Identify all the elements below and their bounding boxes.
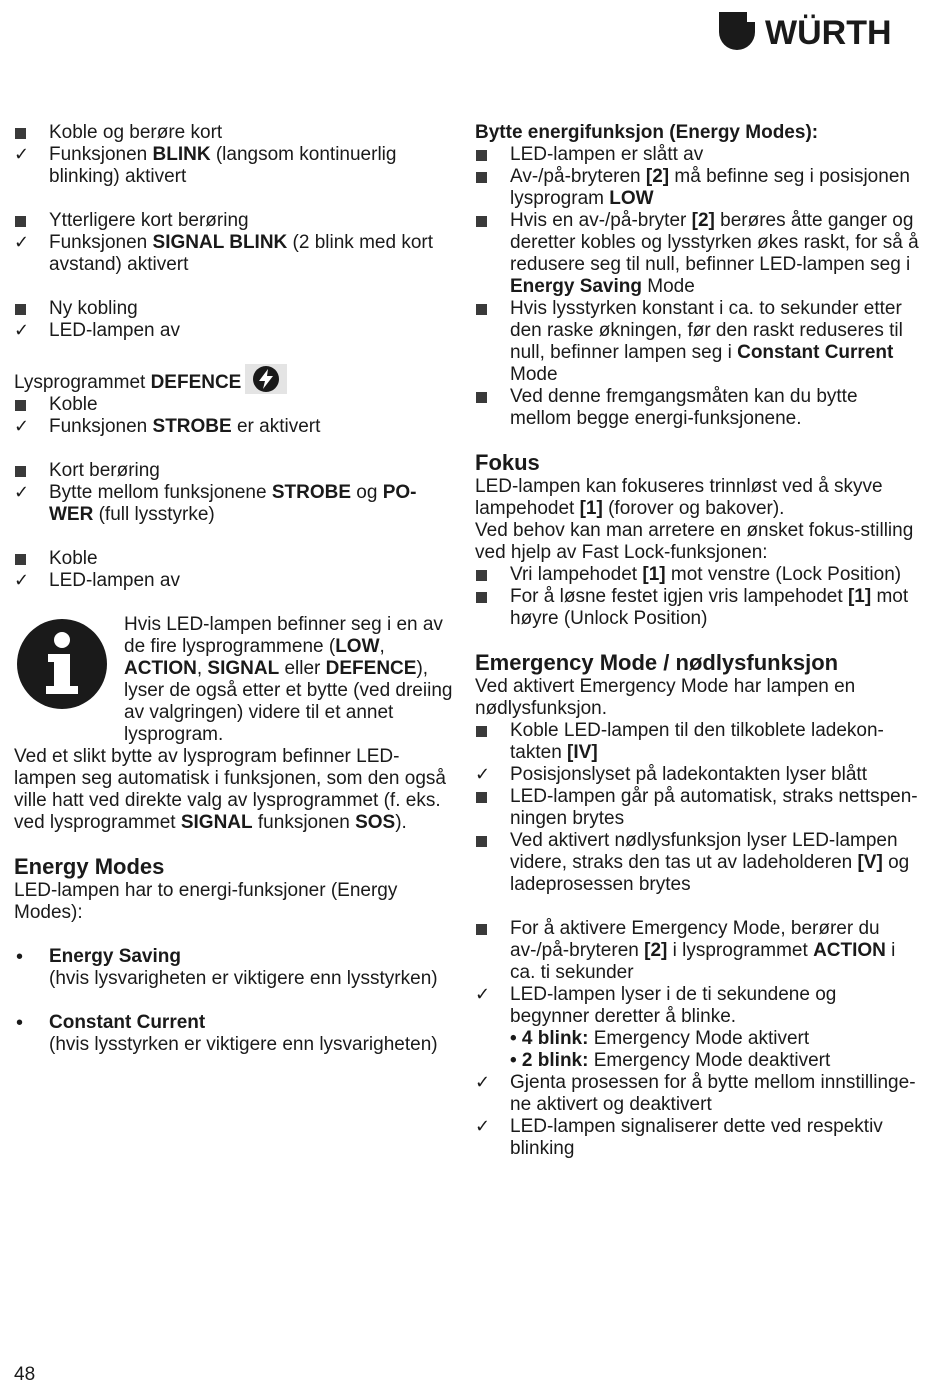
emergency-mode-heading: Emergency Mode / nødlysfunksjon	[475, 650, 839, 675]
list-item: ✓ Gjenta prosessen for å bytte mellom innstillinge-ne aktivert og deaktivert	[475, 1072, 916, 1115]
checkmark-icon: ✓	[14, 144, 30, 165]
list-item: Koble	[49, 548, 98, 569]
list-item: LED-lampen går på automatisk, straks nettspen-ningen brytes	[510, 786, 918, 829]
list-item: ✓ Funksjonen STROBE er aktivert	[14, 416, 321, 437]
lightning-bolt-icon	[245, 364, 287, 394]
fokus-lock-paragraph: Ved behov kan man arretere en ønsket fokus-stilling ved hjelp av Fast Lock-funksjonen:	[475, 520, 914, 563]
bytte-heading: Bytte energifunksjon (Energy Modes):	[475, 122, 819, 143]
checkmark-icon: ✓	[475, 1072, 491, 1093]
list-item: ✓ LED-lampen lyser i de ti sekundene og begynner deretter å blinke. • 4 blink: Emergency Mode aktivert • 2 blink: Emergency Mode deaktivert	[475, 984, 837, 1071]
round-bullet-icon: •	[16, 1012, 24, 1034]
page-number: 48	[14, 1364, 36, 1385]
list-item: Av-/på-bryteren [2] må befinne seg i posisjonen lysprogram LOW	[510, 166, 910, 209]
checkmark-icon: ✓	[475, 764, 491, 785]
energy-modes-heading: Energy Modes	[14, 854, 165, 879]
list-item: Koble og berøre kort	[49, 122, 223, 143]
brand-text: WÜRTH	[765, 14, 892, 52]
list-item: For å løsne festet igjen vris lampehodet [1] mot høyre (Unlock Position)	[510, 586, 909, 629]
list-item: ✓ Bytte mellom funksjonene STROBE og PO-WER (full lysstyrke)	[14, 482, 417, 525]
list-item: ✓ LED-lampen signaliserer dette ved respektiv blinking	[475, 1116, 883, 1159]
list-item: Hvis en av-/på-bryter [2] berøres åtte ganger og deretter kobles og lysstyrken økes raskt, for så å redusere seg til null, befinner LED-lampen seg i Energy Saving Mode	[510, 210, 919, 297]
defence-program-label: Lysprogrammet DEFENCE	[14, 364, 454, 394]
fokus-heading: Fokus	[475, 450, 540, 475]
info-note: Hvis LED-lampen befinner seg i en av de fire lysprogrammene (LOW, ACTION, SIGNAL eller DEFENCE), lyser de også etter et bytte (ved dreiing av valgringen) videre til et annet lysprogram.	[14, 614, 454, 746]
list-item: Koble LED-lampen til den tilkoblete ladekon-takten [IV]	[510, 720, 884, 763]
checkmark-icon: ✓	[14, 232, 30, 253]
list-item: ✓ Posisjonslyset på ladekontakten lyser blått	[475, 764, 867, 785]
checkmark-icon: ✓	[475, 1116, 491, 1137]
program-switch-paragraph: Ved et slikt bytte av lysprogram befinner LED-lampen seg automatisk i funksjonen, som den også ville hatt ved direkte valg av lysprogrammet (f. eks. ved lysprogrammet SIGNAL funksjonen SOS).	[14, 746, 446, 833]
list-item: ✓ Funksjonen SIGNAL BLINK (2 blink med kort avstand) aktivert	[14, 232, 434, 275]
right-column	[475, 122, 920, 1160]
checkmark-icon: ✓	[475, 984, 491, 1005]
emergency-mode-intro: Ved aktivert Emergency Mode har lampen en nødlysfunksjon.	[475, 676, 856, 719]
list-item: Koble	[49, 394, 98, 415]
checkmark-icon: ✓	[14, 416, 30, 437]
list-item: ✓ Funksjonen BLINK (langsom kontinuerlig blinking) aktivert	[14, 144, 397, 187]
list-item: • Constant Current (hvis lysstyrken er viktigere enn lysvarigheten)	[16, 1012, 438, 1055]
energy-modes-intro: LED-lampen har to energi-funksjoner (Energy Modes):	[14, 880, 398, 923]
left-column	[14, 122, 454, 1056]
list-item: • Energy Saving (hvis lysvarigheten er viktigere enn lysstyrken)	[16, 946, 438, 989]
list-item: LED-lampen er slått av	[510, 144, 704, 165]
checkmark-icon: ✓	[14, 570, 30, 591]
list-item: Hvis lysstyrken konstant i ca. to sekunder etter den raske økningen, før den raskt reduseres til null, befinner lampen seg i Constant Current Mode	[510, 298, 903, 385]
list-item: Ny kobling	[49, 298, 138, 319]
round-bullet-icon: •	[16, 946, 24, 968]
fokus-paragraph: LED-lampen kan fokuseres trinnløst ved å skyve lampehodet [1] (forover og bakover).	[475, 476, 883, 519]
list-item: ✓ LED-lampen av	[14, 320, 180, 341]
wurth-logo	[717, 10, 913, 52]
checkmark-icon: ✓	[14, 320, 30, 341]
checkmark-icon: ✓	[14, 482, 30, 503]
list-item: Ved aktivert nødlysfunksjon lyser LED-lampen videre, straks den tas ut av ladeholderen [V] og ladeprosessen brytes	[510, 830, 910, 895]
list-item: ✓ LED-lampen av	[14, 570, 180, 591]
list-item: Ytterligere kort berøring	[49, 210, 249, 231]
list-item: Kort berøring	[49, 460, 160, 481]
info-icon	[16, 618, 108, 710]
list-item: Vri lampehodet [1] mot venstre (Lock Position)	[510, 564, 902, 585]
wurth-logo-mark	[717, 10, 913, 52]
list-item: Ved denne fremgangsmåten kan du bytte mellom begge energi-funksjonene.	[510, 386, 858, 429]
list-item: For å aktivere Emergency Mode, berører du av-/på-bryteren [2] i lysprogrammet ACTION i ca. ti sekunder	[510, 918, 896, 983]
